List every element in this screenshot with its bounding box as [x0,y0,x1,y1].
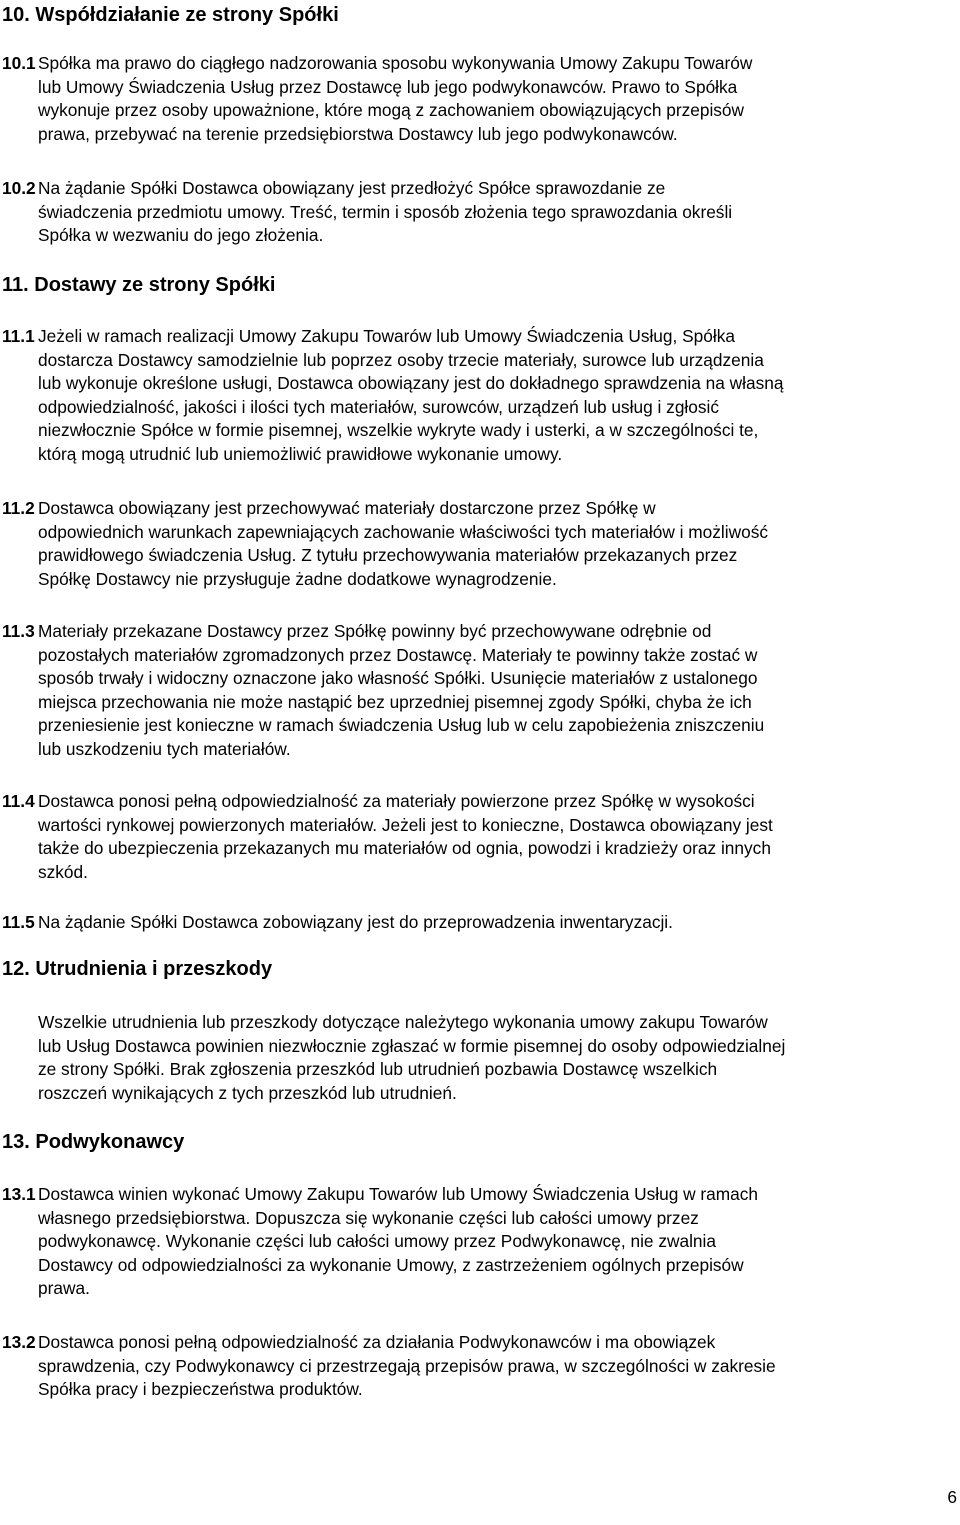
section-heading: 13. Podwykonawcy [2,1131,185,1153]
clause-line: Dostawca ponosi pełną odpowiedzialność za materiały powierzone przez Spółkę w wysokości [38,791,755,811]
clause-paragraph [2,52,960,146]
clause-line: dostarcza Dostawcy samodzielnie lub poprzez osoby trzecie materiały, surowce lub urządzenia [38,349,764,370]
clause-line: Dostawcy od odpowiedzialności za wykonanie Umowy, z zastrzeżeniem ogólnych przepisów [38,1254,744,1275]
clause-line: wykonuje przez osoby upoważnione, które mogą z zachowaniem obowiązujących przepisów [38,100,745,121]
clause-number: 13.1 [2,1184,36,1204]
clause-line: Spółka ma prawo do ciągłego nadzorowania sposobu wykonywania Umowy Zakupu Towarów [38,53,753,73]
clause-line: Na żądanie Spółki Dostawca zobowiązany jest do przeprowadzenia inwentaryzacji. [38,912,673,932]
clause-paragraph [2,620,960,762]
clause-line: Spółka pracy i bezpieczeństwa produktów. [38,1379,363,1400]
clause-line: Spółka w wezwaniu do jego złożenia. [38,225,324,246]
page-number: 6 [947,1487,957,1507]
clause-line: wartości rynkowej powierzonych materiałów. Jeżeli jest to konieczne, Dostawca obowiązany jest [38,814,773,835]
clause-number: 11.4 [2,791,35,811]
clause-line: Jeżeli w ramach realizacji Umowy Zakupu Towarów lub Umowy Świadczenia Usług, Spółka [38,326,735,346]
clause-line: przeniesienie jest konieczne w ramach świadczenia Usług lub w celu zapobieżenia zniszczeniu [38,715,765,736]
clause-line: Dostawca ponosi pełną odpowiedzialność za działania Podwykonawców i ma obowiązek [38,1332,716,1352]
clause-line: roszczeń wynikających z tych przeszkód lub utrudnień. [38,1082,457,1103]
clause-line: Dostawca obowiązany jest przechowywać materiały dostarczone przez Spółkę w [38,498,656,518]
clause-paragraph [2,790,960,884]
section-heading: 10. Współdziałanie ze strony Spółki [2,4,339,26]
clause-number: 11.2 [2,498,35,518]
clause-line: niezwłocznie Spółce w formie pisemnej, wszelkie wykryte wady i usterki, a w szczególności te, [38,420,759,441]
clause-number: 10.2 [2,178,36,198]
clause-number: 10.1 [2,53,36,73]
clause-line: lub wykonuje określone usługi, Dostawca obowiązany jest do dokładnego sprawdzenia na własną [38,373,784,394]
clause-line: którą mogą utrudnić lub uniemożliwić prawidłowe wykonanie umowy. [38,443,563,464]
section-heading: 11. Dostawy ze strony Spółki [2,274,276,296]
clause-paragraph [2,325,960,467]
clause-line: Spółkę Dostawcy nie przysługuje żadne dodatkowe wynagrodzenie. [38,568,557,589]
section-heading: 12. Utrudnienia i przeszkody [2,958,273,980]
clause-line: odpowiedzialność, jakości i ilości tych materiałów, surowców, urządzeń lub usług i zgłosić [38,396,720,417]
clause-paragraph [2,177,960,248]
clause-line: miejsca przechowania nie może nastąpić bez uprzedniej pisemnej zgody Spółki, chyba że ich [38,691,752,712]
clause-line: sprawdzenia, czy Podwykonawcy ci przestrzegają przepisów prawa, w szczególności w zakresie [38,1355,776,1376]
clause-line: ze strony Spółki. Brak zgłoszenia przeszkód lub utrudnień pozbawia Dostawcę wszelkich [38,1059,718,1080]
clause-line: Materiały przekazane Dostawcy przez Spółkę powinny być przechowywane odrębnie od [38,621,712,641]
clause-number: 11.1 [2,326,35,346]
clause-line: Wszelkie utrudnienia lub przeszkody dotyczące należytego wykonania umowy zakupu Towarów [38,1012,768,1032]
clause-line: pozostałych materiałów zgromadzonych przez Dostawcę. Materiały te powinny także zostać w [38,644,758,665]
clause-number: 11.3 [2,621,35,641]
clause-paragraph [2,1331,960,1402]
clause-line: Na żądanie Spółki Dostawca obowiązany jest przedłożyć Spółce sprawozdanie ze [38,178,666,198]
clause-line: prawa, przebywać na terenie przedsiębiorstwa Dostawcy lub jego podwykonawców. [38,123,678,144]
clause-line: świadczenia przedmiotu umowy. Treść, termin i sposób złożenia tego sprawozdania określi [38,201,733,222]
clause-paragraph [38,1011,960,1105]
clause-line: podwykonawcę. Wykonanie części lub całości umowy przez Podwykonawcę, nie zwalnia [38,1231,716,1252]
clause-line: także do ubezpieczenia przekazanych mu materiałów od ognia, powodzi i kradzieży oraz innych [38,838,771,859]
clause-line: szkód. [38,861,88,882]
clause-line: lub uszkodzeniu tych materiałów. [38,738,291,759]
clause-line: odpowiednich warunkach zapewniających zachowanie właściwości tych materiałów i możliwość [38,521,768,542]
clause-number: 13.2 [2,1332,36,1352]
clause-number: 11.5 [2,912,35,932]
clause-line: sposób trwały i widoczny oznaczone jako własność Spółki. Usunięcie materiałów z ustalonego [38,668,758,689]
clause-paragraph [2,1183,960,1301]
clause-line: własnego przedsiębiorstwa. Dopuszcza się wykonanie części lub całości umowy przez [38,1207,699,1228]
clause-paragraph [2,911,960,935]
clause-paragraph [2,497,960,591]
clause-line: lub Umowy Świadczenia Usług przez Dostawcę lub jego podwykonawców. Prawo to Spółka [38,76,738,97]
clause-line: Dostawca winien wykonać Umowy Zakupu Towarów lub Umowy Świadczenia Usług w ramach [38,1184,759,1204]
clause-line: lub Usług Dostawca powinien niezwłocznie zgłaszać w formie pisemnej do osoby odpowiedzialnej [38,1035,786,1056]
clause-line: prawa. [38,1278,90,1299]
clause-line: prawidłowego świadczenia Usług. Z tytułu przechowywania materiałów przekazanych przez [38,545,738,566]
